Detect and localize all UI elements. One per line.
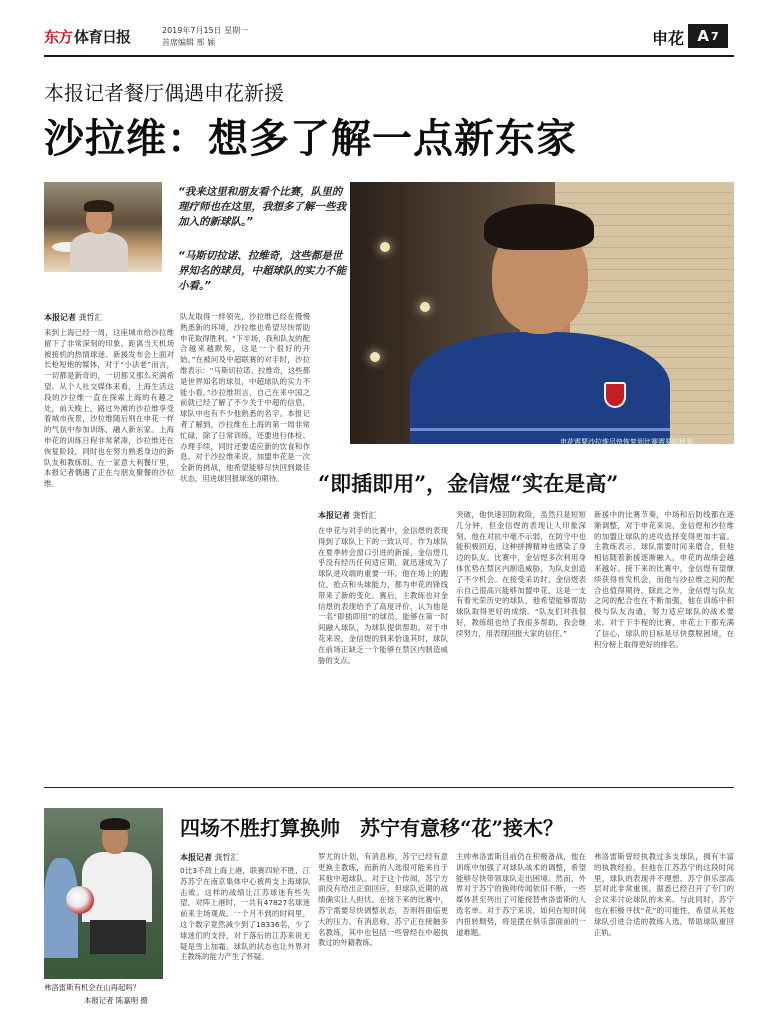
- masthead: [44, 22, 734, 54]
- pull-quote-1: “我来这里和朋友看个比赛，队里的理疗师也在这里，我想多了解一些我加入的新球队。”: [178, 186, 346, 228]
- newspaper-logo: [44, 26, 130, 47]
- background-light: [380, 242, 390, 252]
- coach-photo: [44, 808, 163, 979]
- jersey-stripe: [410, 428, 670, 431]
- coach-photo-credit: 本报记者 陈嘉明 摄: [84, 996, 148, 1005]
- main-kicker: 本报记者餐厅偶遇申花新援: [44, 81, 284, 105]
- coach-shirt: [82, 852, 152, 922]
- pull-quote-2: “马斯切拉诺、拉维奇，这些都是世界知名的球员，中超球队的实力不能小看。”: [178, 250, 346, 292]
- main-article-column-1: 来到上海已经一周，这座城市给沙拉维留下了非常深刻的印象。距离当天机场被接机的热情球迷、新援发布会上面对长枪短炮的媒体，对于“小法老”而言，一切都是新奇的，一切都又那么充满希望。从个人社交媒体来看，上海生活这段的沙拉维一直在探索上海的有趣之处，前天晚上，路过外滩的沙拉维享受着城市夜景，沙拉维随后则在申花一样的气氛中参加训练，融入新东家。上海申花的训练日程非常紧凑，沙拉维还在恢复阶段，同时也在努力熟悉身边的新队友和教练组。在一家意大利餐厅里，本报记者偶遇了正在与朋友聚餐的沙拉维。: [44, 328, 174, 489]
- main-byline: [44, 312, 103, 323]
- byline-label: 本报记者: [318, 511, 350, 520]
- byline-name: 龚哲汇: [214, 853, 239, 862]
- coach-shorts: [90, 920, 146, 954]
- restaurant-photo: [44, 182, 162, 272]
- bottom-byline: [180, 852, 239, 863]
- byline-label: 本报记者: [180, 853, 212, 862]
- bottom-article-column-4: 弗洛雷斯曾经执教过多支球队，拥有丰富的执教经验，但他在江苏苏宁的这段时间里，球队的表现并不理想。苏宁俱乐部高层对此非常重视，据悉已经召开了专门的会议来讨论球队的未来。与此同时，苏宁也在积极寻找“花”的可能性，希望从其他球队引进合适的教练人选，帮助球队重回正轨。: [594, 852, 734, 937]
- bottom-article-column-2: 罗尤的计划，有消息称，苏宁已经有意更换主教练，而新的人选很可能来自于其他中超球队。对于这个传闻，苏宁方面没有给出正面回应，但球队近期的战绩确实让人担忧。在接下来的比赛中，苏宁需要尽快调整状态，否则将面临更大的压力。有消息称，苏宁正在接触多名教练，其中也包括一些曾经在中超执教过的外籍教练。: [318, 852, 448, 948]
- sub-article-column-2: 突破，他快速回防救险，虽然只是短短几分钟，但金信煜的表现让人印象深刻。他在对抗中毫不示弱，在防守中也能积极回追，这种拼搏精神也感染了身边的队友。比赛中，金信煜多次利用身体优势在禁区内制造威胁，为队友创造了不少机会。在接受采访时，金信煜表示自己很高兴能够加盟申花，这是一支有着光荣历史的球队，他希望能够帮助球队取得更好的成绩。“队友们对我很好，教练组也给了我很多帮助，我会继续努力，用表现回报大家的信任。”: [456, 510, 586, 638]
- sub-article-column-3: 新援中的比赛节奏，中场和后防线都在逐渐调整，对于申花来说，金信煜和沙拉维的加盟让球队的进攻选择变得更加丰富。主教练表示，球队需要时间来磨合，但他相信随着新援逐渐融入，申花的战绩会越来越好。接下来的比赛中，金信煜有望继续获得首发机会，而他与沙拉维之间的配合也值得期待。除此之外，金信煜与队友之间的配合也在不断加强，他在训练中积极与队友沟通，努力适应球队的战术要求。对于下半程的比赛，申花上下都充满了信心，球队的目标是尽快摆脱困境，在积分榜上取得更好的排名。: [594, 510, 734, 649]
- section-divider: [44, 787, 734, 788]
- page-marker: [688, 24, 728, 48]
- logo-red-text: 东方: [44, 28, 73, 46]
- background-light: [420, 302, 430, 312]
- bottom-article-column-3: 主帅弗洛雷斯目前仍在积极备战，他在训练中加强了对球队战术的调整，希望能够尽快带领球队走出困境。然而，外界对于苏宁的换帅传闻依旧不断，一些媒体甚至列出了可能接替弗洛雷斯的人选名单。对于苏宁来说，如何在短时间内扭转颓势，将是摆在俱乐部面前的一道难题。: [456, 852, 586, 937]
- header-rule: [44, 55, 734, 57]
- player-portrait-photo: [350, 182, 734, 444]
- issue-date: 2019年7月15日 星期一: [162, 26, 249, 35]
- section-letter: A: [697, 27, 709, 45]
- main-headline: 沙拉维：想多了解一点新东家: [44, 115, 577, 162]
- bottom-headline: 四场不胜打算换帅 苏宁有意移“花”接木？: [180, 816, 564, 840]
- background-light: [370, 352, 380, 362]
- page-number: 7: [710, 29, 719, 43]
- football-icon: [66, 886, 94, 914]
- sub-byline: [318, 510, 377, 521]
- bottom-article-column-1: 0比3不敌上海上港，联赛四轮不胜，江苏苏宁在南京集体中心被两支上海球队击败。这样的战绩让江苏球迷有些失望，对阵上港时，一共有47827名球迷前来主场观战。一个月不到的时间里，这个数字竟然减少到了18336名，少了球迷们的支持，对于落后的江苏来说无疑是雪上加霜。球队的状态也让外界对主教练的能力产生了怀疑。: [180, 866, 310, 962]
- byline-name: 龚哲汇: [352, 511, 377, 520]
- coach-hair: [100, 818, 130, 830]
- coach-photo-caption: 弗洛雷斯有机会在山再起吗？: [44, 983, 141, 992]
- person-hair: [84, 200, 114, 212]
- section-name: 申花: [651, 29, 684, 48]
- byline-label: 本报记者: [44, 313, 76, 322]
- portrait-caption: 申花需要沙拉维尽快恢复到比赛需要的状态: [560, 438, 693, 446]
- issue-editors: 首席编辑 邢 颖: [162, 38, 216, 47]
- club-badge-icon: [604, 382, 626, 408]
- main-article-column-2: 队友取得一样领先，沙拉维已经在慢慢熟悉新的环境，沙拉维也希望尽快帮助申花取得胜利。“下半场，我和队友的配合越来越默契，这是一个很好的开始。”在被问及中超联赛的对手时，沙拉维表示：“马斯切拉诺、拉维奇，这些都是世界知名的球员，中超球队的实力不能小看。”沙拉维坦言，自己在来中国之前就已经了解了不少关于中超的信息，球队中也有不少他熟悉的名字。本报记者了解到，沙拉维在上海的第一周非常忙碌，除了日常训练，还要进行体检、办理手续，同时还要适应新的饮食和作息。对于沙拉维来说，加盟申花是一次全新的挑战，他希望能够尽快回到最佳状态，用进球回报球迷的期待。: [180, 312, 310, 483]
- person-shirt: [70, 232, 128, 272]
- logo-black-text: 体育日报: [74, 28, 131, 46]
- byline-name: 龚哲汇: [78, 313, 103, 322]
- sub-headline: “即插即用”，金信煜“实在是高”: [318, 471, 619, 496]
- sub-article-column-1: 在申花与对手的比赛中，金信煜的表现得到了球队上下的一致认可。作为球队在夏季转会窗口引进的新援，金信煜几乎没有经历任何适应期，就迅速成为了球队进攻端的重要一环。他在场上的跑位、抢点和头球能力，都为申花的锋线带来了新的变化。赛后，主教练也对金信煜的表现给予了高度评价，认为他是一名“即插即用”的球员，能够在第一时间融入球队，为球队提供帮助。对于申花来说，金信煜的到来恰逢其时，球队在前场正缺乏一个能够在禁区内制造威胁的支点。: [318, 526, 448, 665]
- player-hair: [484, 204, 594, 250]
